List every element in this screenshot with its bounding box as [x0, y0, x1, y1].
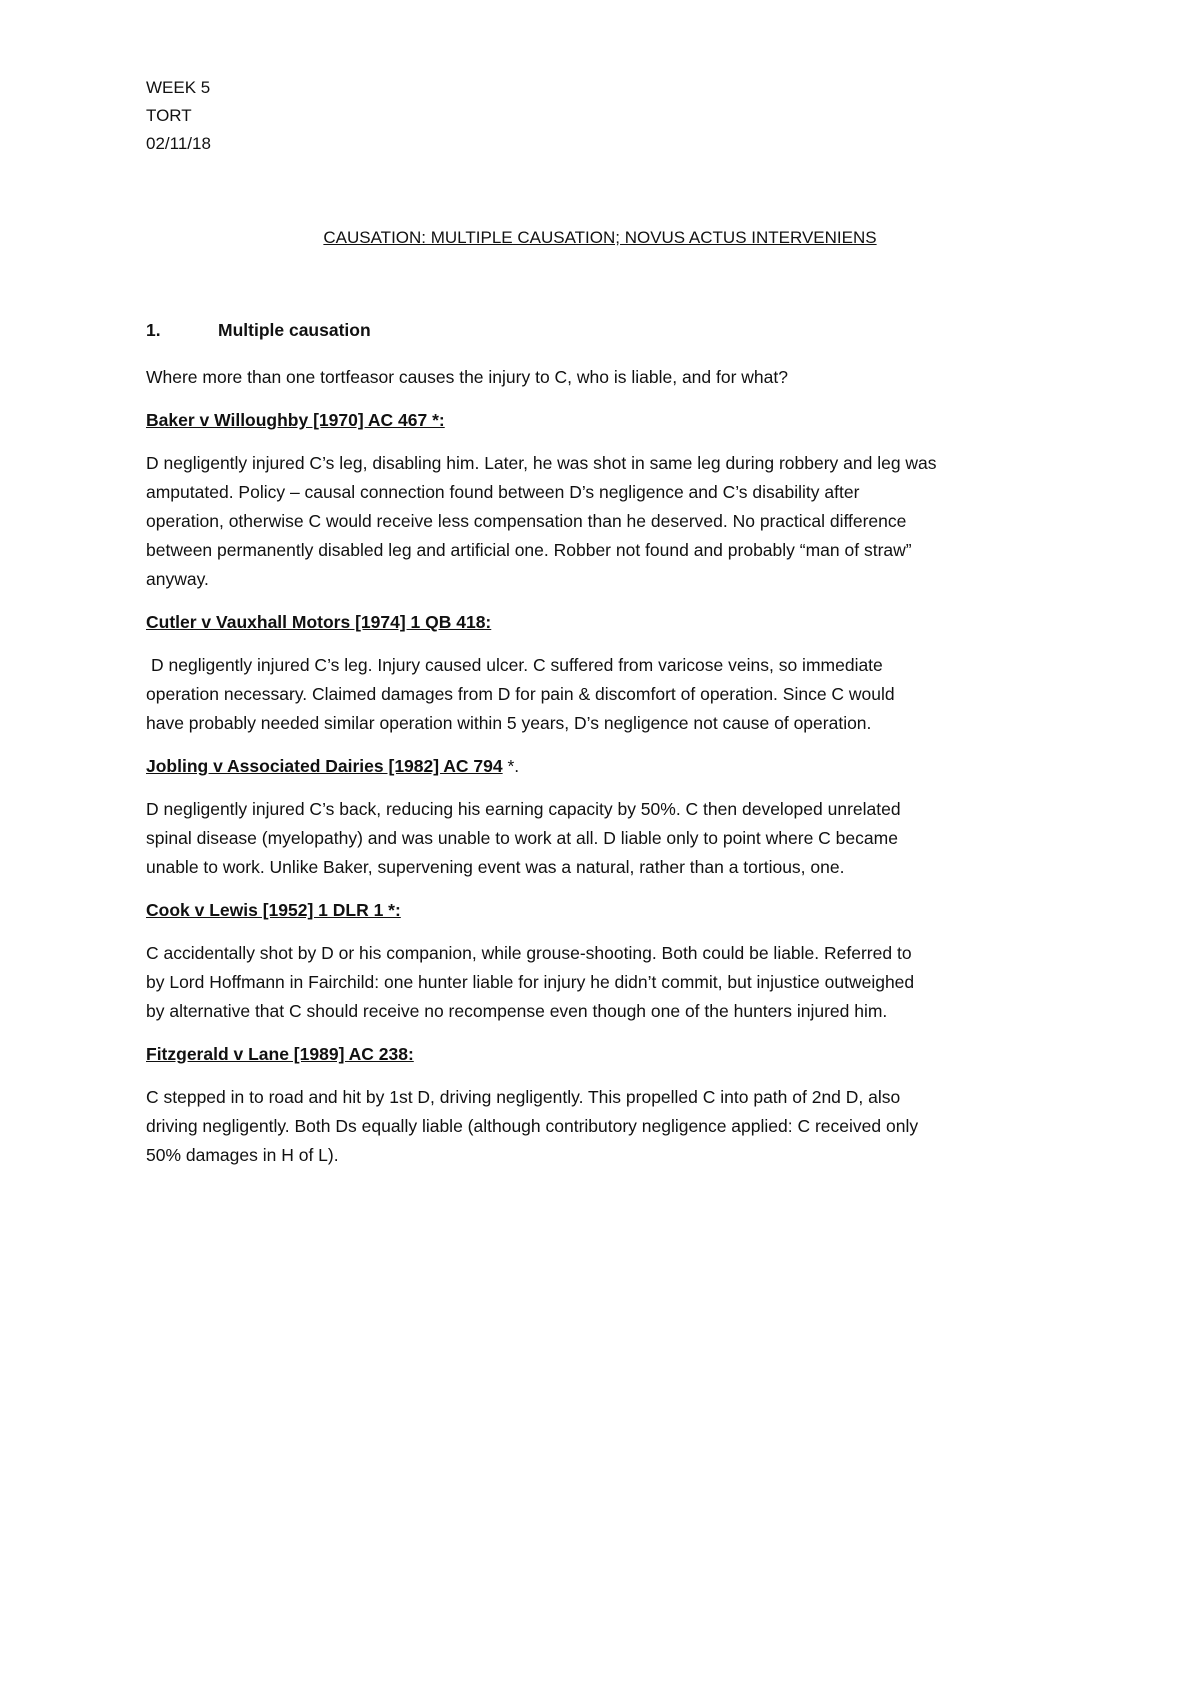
date-label: 02/11/18	[146, 134, 211, 153]
document-header	[146, 74, 211, 158]
case-name: Cutler v Vauxhall Motors [1974] 1 QB 418:	[146, 612, 492, 632]
case-name: Baker v Willoughby [1970] AC 467 *:	[146, 410, 445, 430]
document-title: CAUSATION: MULTIPLE CAUSATION; NOVUS ACTUS INTERVENIENS	[323, 228, 877, 247]
case-line: D negligently injured C’s back, reducing his earning capacity by 50%. C then developed unrelated	[146, 799, 901, 819]
case-body	[146, 939, 1066, 1026]
case-name: Fitzgerald v Lane [1989] AC 238:	[146, 1044, 414, 1064]
case-body	[146, 449, 1066, 594]
case-line: D negligently injured C’s leg, disabling him. Later, he was shot in same leg during robbery and leg was	[146, 453, 937, 473]
case-body	[146, 795, 1066, 882]
case-line: operation, otherwise C would receive less compensation than he deserved. No practical difference	[146, 511, 907, 531]
case-line: C accidentally shot by D or his companion, while grouse-shooting. Both could be liable. Referred to	[146, 943, 912, 963]
case-line: by Lord Hoffmann in Fairchild: one hunter liable for injury he didn’t commit, but injustice outweighed	[146, 972, 915, 992]
case-heading	[146, 406, 1066, 435]
case-line: D negligently injured C’s leg. Injury caused ulcer. C suffered from varicose veins, so immediate	[151, 655, 883, 675]
section-heading	[146, 320, 371, 341]
case-line: spinal disease (myelopathy) and was unable to work at all. D liable only to point where C became	[146, 828, 898, 848]
case-body	[146, 1083, 1066, 1170]
case-heading	[146, 896, 1066, 925]
case-line: have probably needed similar operation within 5 years, D’s negligence not cause of operation.	[146, 713, 872, 733]
intro-paragraph: Where more than one tortfeasor causes the injury to C, who is liable, and for what?	[146, 367, 788, 387]
case-line: operation necessary. Claimed damages from D for pain & discomfort of operation. Since C would	[146, 684, 895, 704]
case-line: amputated. Policy – causal connection found between D’s negligence and C’s disability after	[146, 482, 860, 502]
case-line: by alternative that C should receive no recompense even though one of the hunters injured him.	[146, 1001, 888, 1021]
case-line: driving negligently. Both Ds equally liable (although contributory negligence applied: C received only	[146, 1116, 919, 1136]
case-line: C stepped in to road and hit by 1st D, driving negligently. This propelled C into path of 2nd D, also	[146, 1087, 901, 1107]
case-suffix: *.	[502, 756, 520, 776]
subject-label: TORT	[146, 106, 192, 125]
document-body	[146, 363, 1066, 1184]
case-name: Cook v Lewis [1952] 1 DLR 1 *:	[146, 900, 401, 920]
case-heading	[146, 752, 1066, 781]
case-line: 50% damages in H of L).	[146, 1145, 339, 1165]
case-line: anyway.	[146, 569, 209, 589]
case-heading	[146, 1040, 1066, 1069]
case-line: unable to work. Unlike Baker, supervening event was a natural, rather than a tortious, one.	[146, 857, 845, 877]
section-title: Multiple causation	[218, 320, 371, 340]
case-heading	[146, 608, 1066, 637]
case-name: Jobling v Associated Dairies [1982] AC 794	[146, 756, 503, 776]
week-label: WEEK 5	[146, 78, 211, 97]
section-number: 1.	[146, 320, 161, 340]
case-line: between permanently disabled leg and artificial one. Robber not found and probably “man of straw”	[146, 540, 912, 560]
case-body	[146, 651, 1066, 738]
